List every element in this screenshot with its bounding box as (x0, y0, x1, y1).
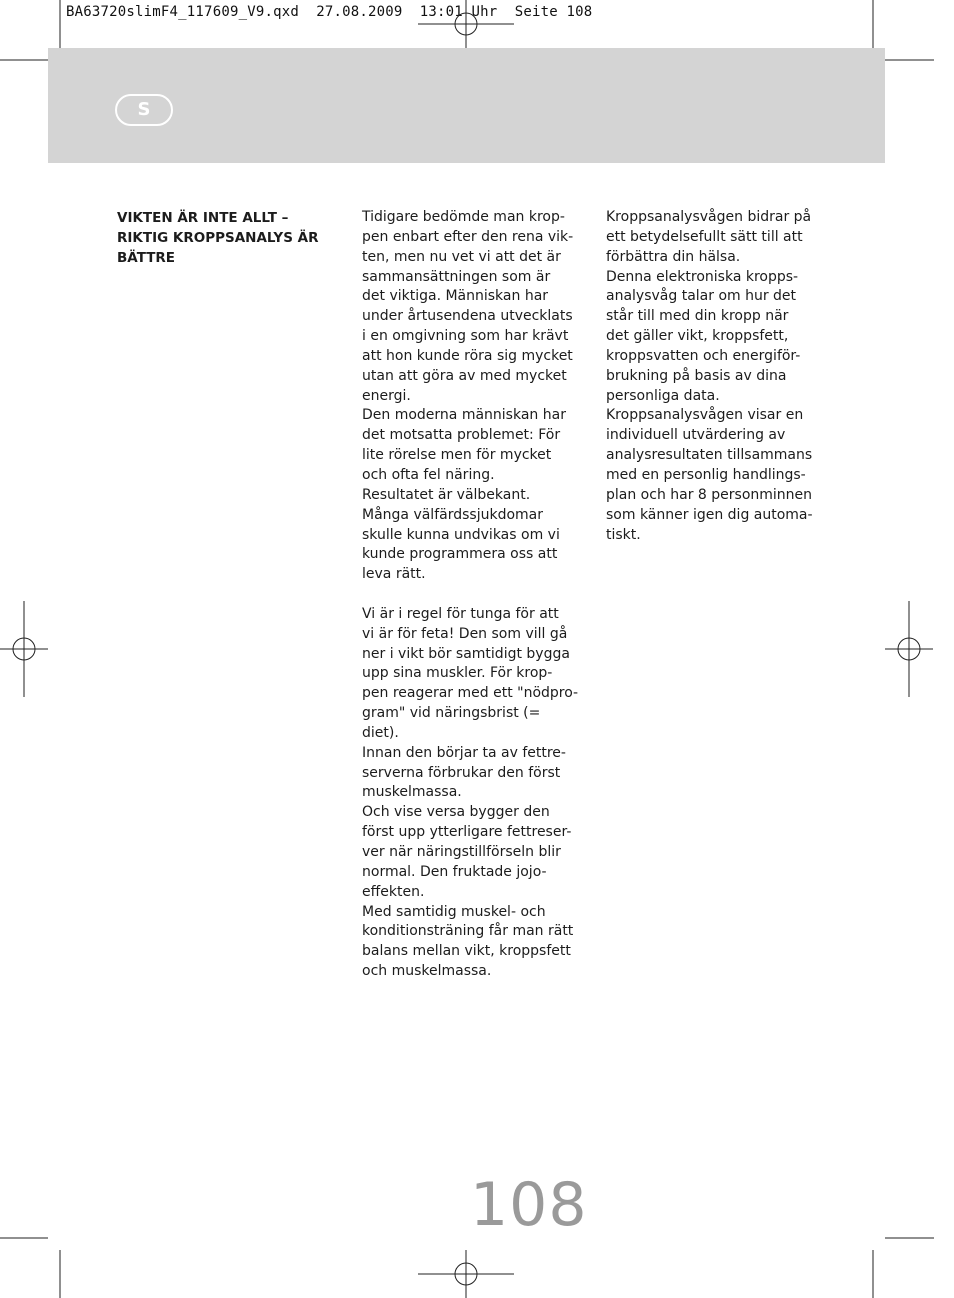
paragraph: Tidigare bedömde man krop- pen enbart efter den rena vik- ten, men nu vet vi att det är sammansättningen som är det viktiga. Människan har under årtusendena utvecklats i en omgivning som har krävt att hon kunde röra sig mycket utan att göra av med mycket energi. (362, 209, 574, 404)
section-heading: VIKTEN ÄR INTE ALLT – RIKTIG KROPPSANALYS ÄR BÄTTRE (117, 210, 319, 266)
paragraph: Med samtidig muskel- och konditionsträning får man rätt balans mellan vikt, kroppsfett och muskelmassa. (362, 903, 574, 980)
paragraph: Innan den börjar ta av fettre- serverna förbrukar den först muskelmassa. (362, 744, 566, 801)
paragraph: Denna elektroniska kropps- analysvåg talar om hur det står till med din kropp när det gäller vikt, kroppsfett, kroppsvatten och energiför- brukning på basis av dina personliga data. (606, 268, 801, 404)
registration-mark-right (885, 601, 933, 697)
language-badge: S (115, 94, 173, 126)
print-slug-line: BA63720slimF4_117609_V9.qxd 27.08.2009 13:01 Uhr Seite 108 (66, 4, 593, 20)
paragraph: Vi är i regel för tunga för att vi är för feta! Den som vill gå ner i vikt bör samtidigt bygga upp sina muskler. För krop- pen reagerar med ett "nödpro- gram" vid näringsbrist (= diet). (362, 605, 579, 741)
registration-mark-bottom (418, 1250, 514, 1298)
paragraph: Och vise versa bygger den först upp ytterligare fettreser- ver när näringstillförseln blir normal. Den fruktade jojo- effekten. (362, 804, 572, 900)
registration-mark-top (418, 0, 514, 48)
paragraph: Kroppsanalysvågen bidrar på ett betydelsefullt sätt till att förbättra din hälsa. (606, 209, 812, 265)
paragraph: Resultatet är välbekant. Många välfärdssjukdomar skulle kunna undvikas om vi kunde programmera oss att leva rätt. (362, 486, 560, 583)
registration-mark-left (0, 601, 48, 697)
paragraph: Kroppsanalysvågen visar en individuell utvärdering av analysresultaten tillsammans med en personlig handlings- plan och har 8 personminnen som känner igen dig automa- tiskt. (606, 407, 813, 543)
paragraph: Den moderna människan har det motsatta problemet: För lite rörelse men för mycket och ofta fel näring. (362, 407, 566, 483)
page-number: 108 (470, 1170, 588, 1240)
